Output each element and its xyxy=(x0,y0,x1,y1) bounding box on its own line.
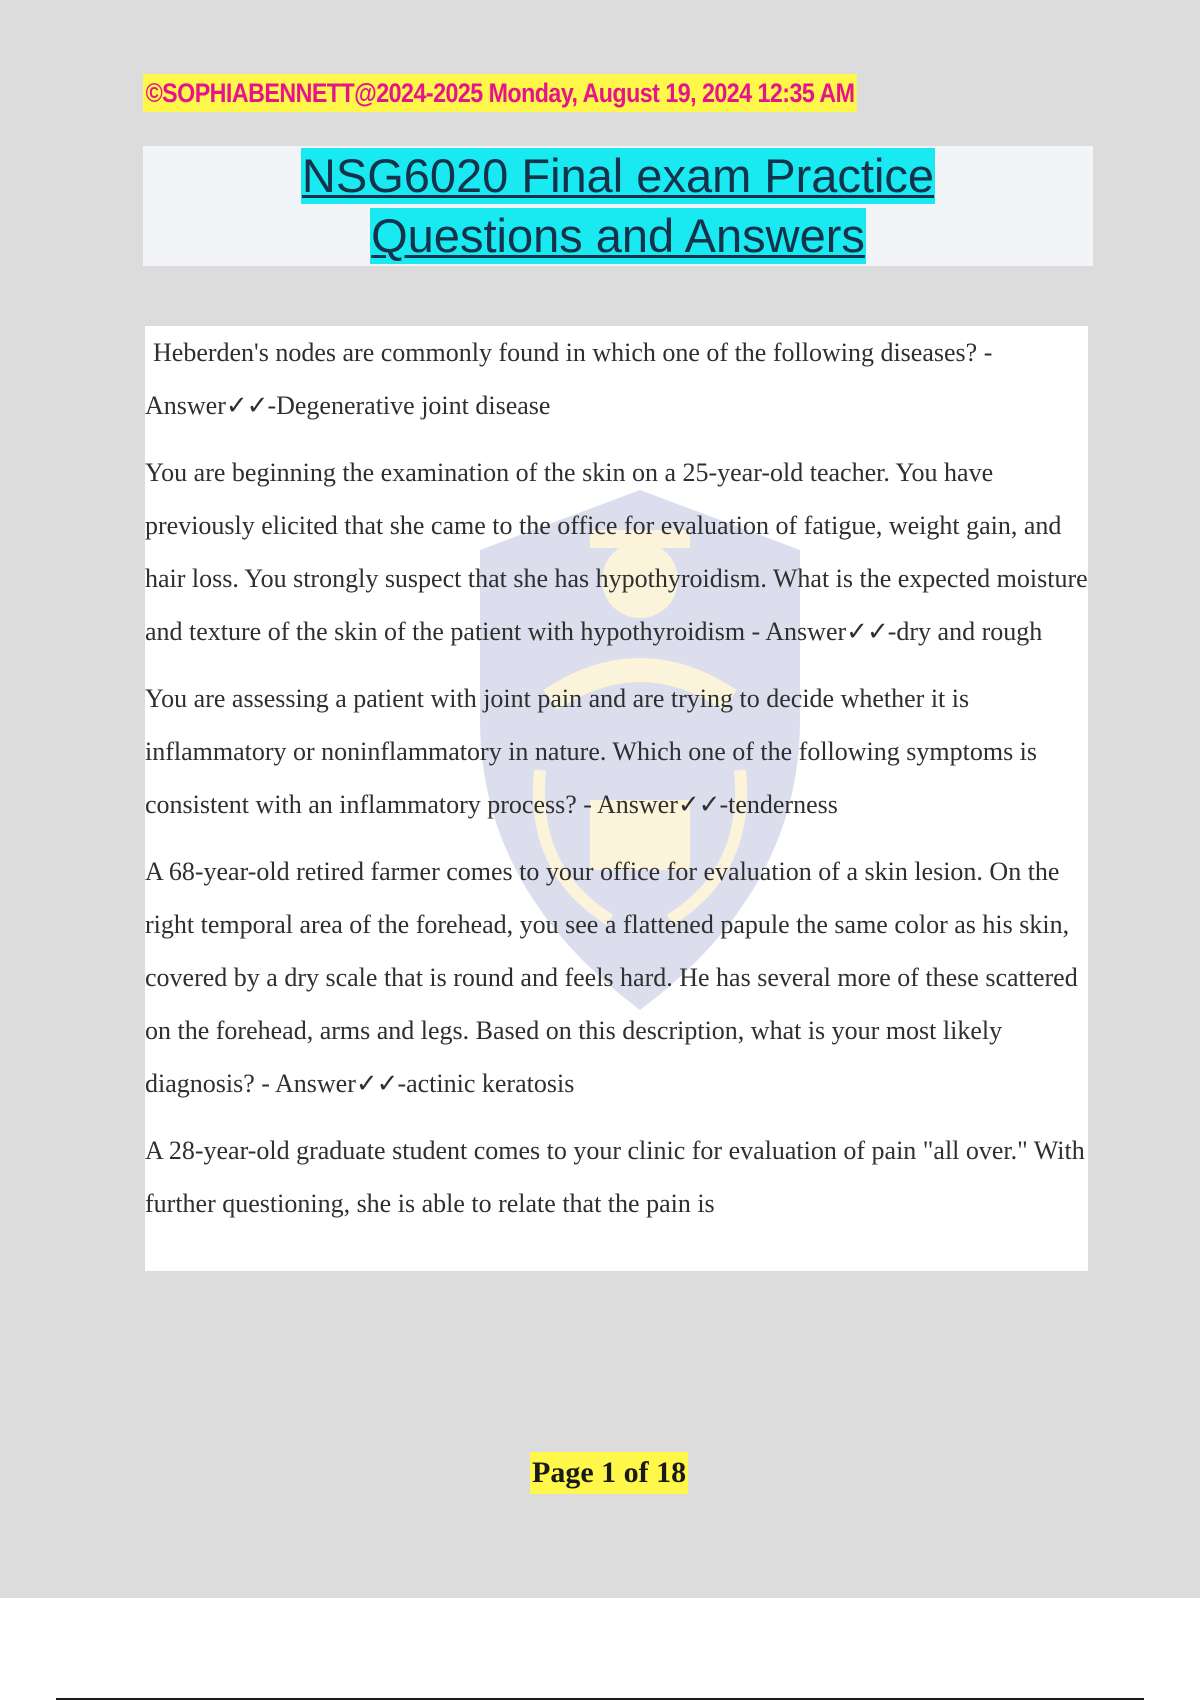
answer-text: -actinic keratosis xyxy=(397,1069,575,1098)
checkmark-icon: ✓✓ xyxy=(355,1069,398,1098)
page-number: Page 1 of 18 xyxy=(530,1452,688,1494)
question-text: You are beginning the examination of the skin on a 25-year-old teacher. You have previously elicited that she came to the office for evaluation of fatigue, weight gain, and hair loss. You strongly suspect that she has hypothyroidism. What is the expected moisture and texture of the skin of the patient with hypothyroidism - Answer xyxy=(145,458,1088,646)
answer-text: -Degenerative joint disease xyxy=(267,391,551,420)
qa-item-4 xyxy=(145,845,1095,1110)
question-text: Heberden's nodes are commonly found in which one of the following diseases? - Answer xyxy=(145,338,993,420)
question-text: A 68-year-old retired farmer comes to your office for evaluation of a skin lesion. On the right temporal area of the forehead, you see a flattened papule the same color as his skin, covered by a dry scale that is round and feels hard. He has several more of these scattered on the forehead, arms and legs. Based on this description, what is your most likely diagnosis? - Answer xyxy=(145,857,1078,1098)
checkmark-icon: ✓✓ xyxy=(846,617,888,646)
qa-item-1 xyxy=(145,326,1095,432)
title-box xyxy=(143,146,1093,266)
question-text: You are assessing a patient with joint pain and are trying to decide whether it is inflammatory or noninflammatory in nature. Which one of the following symptoms is consistent with an inflammatory process? - Answer xyxy=(145,684,1038,819)
answer-text: -tenderness xyxy=(719,790,838,819)
page-title-line-2: Questions and Answers xyxy=(371,209,865,262)
question-text: A 28-year-old graduate student comes to your clinic for evaluation of pain "all over." With further questioning, she is able to relate that the pain is xyxy=(145,1136,1085,1218)
checkmark-icon: ✓✓ xyxy=(677,790,720,819)
page-title-line-1: NSG6020 Final exam Practice xyxy=(301,149,935,202)
qa-item-2 xyxy=(145,446,1095,658)
answer-text: -dry and rough xyxy=(887,617,1043,646)
qa-content xyxy=(145,326,1095,1244)
qa-item-3 xyxy=(145,672,1095,831)
qa-item-5 xyxy=(145,1124,1095,1230)
copyright-header: ©SOPHIABENNETT@2024-2025 Monday, August 19, 2024 12:35 AM xyxy=(143,74,857,112)
checkmark-icon: ✓✓ xyxy=(225,391,268,420)
